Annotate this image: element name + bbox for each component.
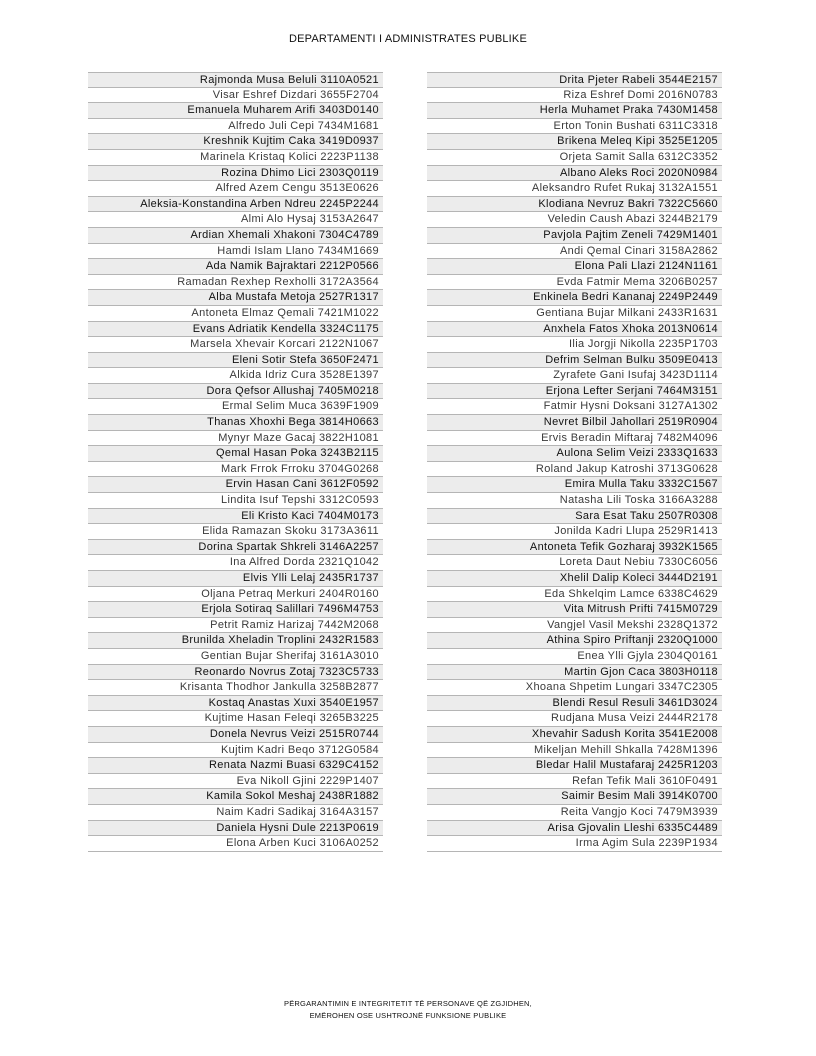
list-item: Saimir Besim Mali 3914K0700 (427, 789, 722, 805)
list-item: Aleksia-Konstandina Arben Ndreu 2245P2244 (88, 197, 383, 213)
list-item: Lindita Isuf Tepshi 3312C0593 (88, 493, 383, 509)
list-item: Eli Kristo Kaci 7404M0173 (88, 509, 383, 525)
list-item: Alfredo Juli Cepi 7434M1681 (88, 119, 383, 135)
list-item: Elida Ramazan Skoku 3173A3611 (88, 524, 383, 540)
list-item: Vangjel Vasil Mekshi 2328Q1372 (427, 618, 722, 634)
list-item: Antoneta Elmaz Qemali 7421M1022 (88, 306, 383, 322)
list-item: Xhoana Shpetim Lungari 3347C2305 (427, 680, 722, 696)
list-item: Andi Qemal Cinari 3158A2862 (427, 244, 722, 260)
list-item: Roland Jakup Katroshi 3713G0628 (427, 462, 722, 478)
list-item: Kreshnik Kujtim Caka 3419D0937 (88, 134, 383, 150)
page-footer (0, 998, 816, 1022)
list-item: Xhelil Dalip Koleci 3444D2191 (427, 571, 722, 587)
list-item: Ervis Beradin Miftaraj 7482M4096 (427, 431, 722, 447)
list-item: Evda Fatmir Mema 3206B0257 (427, 275, 722, 291)
list-item: Naim Kadri Sadikaj 3164A3157 (88, 805, 383, 821)
page-title: DEPARTAMENTI I ADMINISTRATES PUBLIKE (288, 33, 528, 45)
list-item: Jonilda Kadri Llupa 2529R1413 (427, 524, 722, 540)
list-item: Defrim Selman Bulku 3509E0413 (427, 353, 722, 369)
list-item: Pavjola Pajtim Zeneli 7429M1401 (427, 228, 722, 244)
list-item: Arisa Gjovalin Lleshi 6335C4489 (427, 821, 722, 837)
list-item: Veledin Caush Abazi 3244B2179 (427, 212, 722, 228)
list-item: Gentiana Bujar Milkani 2433R1631 (427, 306, 722, 322)
list-item: Erton Tonin Bushati 6311C3318 (427, 119, 722, 135)
list-item: Blendi Resul Resuli 3461D3024 (427, 696, 722, 712)
list-item: Klodiana Nevruz Bakri 7322C5660 (427, 197, 722, 213)
list-item: Petrit Ramiz Harizaj 7442M2068 (88, 618, 383, 634)
list-item: Kujtim Kadri Beqo 3712G0584 (88, 743, 383, 759)
list-item: Athina Spiro Priftanji 2320Q1000 (427, 633, 722, 649)
list-item: Sara Esat Taku 2507R0308 (427, 509, 722, 525)
list-item: Antoneta Tefik Gozharaj 3932K1565 (427, 540, 722, 556)
list-item: Marsela Xhevair Korcari 2122N1067 (88, 337, 383, 353)
list-item: Eleni Sotir Stefa 3650F2471 (88, 353, 383, 369)
list-item: Erjona Lefter Serjani 7464M3151 (427, 384, 722, 400)
list-item: Bledar Halil Mustafaraj 2425R1203 (427, 758, 722, 774)
list-item: Mikeljan Mehill Shkalla 7428M1396 (427, 743, 722, 759)
list-item: Elvis Ylli Lelaj 2435R1737 (88, 571, 383, 587)
list-item: Enea Ylli Gjyla 2304Q0161 (427, 649, 722, 665)
list-item: Herla Muhamet Praka 7430M1458 (427, 103, 722, 119)
list-item: Reita Vangjo Koci 7479M3939 (427, 805, 722, 821)
list-item: Rajmonda Musa Beluli 3110A0521 (88, 72, 383, 88)
list-item: Ilia Jorgji Nikolla 2235P1703 (427, 337, 722, 353)
list-item: Dora Qefsor Allushaj 7405M0218 (88, 384, 383, 400)
list-item: Ardian Xhemali Xhakoni 7304C4789 (88, 228, 383, 244)
list-item: Qemal Hasan Poka 3243B2115 (88, 446, 383, 462)
list-item: Natasha Lili Toska 3166A3288 (427, 493, 722, 509)
list-item: Almi Alo Hysaj 3153A2647 (88, 212, 383, 228)
list-item: Aleksandro Rufet Rukaj 3132A1551 (427, 181, 722, 197)
list-item: Marinela Kristaq Kolici 2223P1138 (88, 150, 383, 166)
list-item: Dorina Spartak Shkreli 3146A2257 (88, 540, 383, 556)
list-item: Donela Nevrus Veizi 2515R0744 (88, 727, 383, 743)
list-item: Evans Adriatik Kendella 3324C1175 (88, 322, 383, 338)
list-item: Eda Shkelqim Lamce 6338C4629 (427, 587, 722, 603)
footer-line-1: PËRGARANTIMIN E INTEGRITETIT TË PERSONAVE QË ZGJIDHEN, (284, 999, 532, 1008)
list-item: Ramadan Rexhep Rexholli 3172A3564 (88, 275, 383, 291)
list-item: Aulona Selim Veizi 2333Q1633 (427, 446, 722, 462)
list-item: Nevret Bilbil Jahollari 2519R0904 (427, 415, 722, 431)
list-item: Fatmir Hysni Doksani 3127A1302 (427, 399, 722, 415)
list-item: Emanuela Muharem Arifi 3403D0140 (88, 103, 383, 119)
list-item: Renata Nazmi Buasi 6329C4152 (88, 758, 383, 774)
list-item: Albano Aleks Roci 2020N0984 (427, 166, 722, 182)
list-item: Kamila Sokol Meshaj 2438R1882 (88, 789, 383, 805)
list-item: Thanas Xhoxhi Bega 3814H0663 (88, 415, 383, 431)
list-item: Erjola Sotiraq Salillari 7496M4753 (88, 602, 383, 618)
right-name-list (427, 72, 722, 852)
list-item: Enkinela Bedri Kananaj 2249P2449 (427, 290, 722, 306)
list-item: Alkida Idriz Cura 3528E1397 (88, 368, 383, 384)
list-item: Mynyr Maze Gacaj 3822H1081 (88, 431, 383, 447)
list-item: Gentian Bujar Sherifaj 3161A3010 (88, 649, 383, 665)
list-item: Loreta Daut Nebiu 7330C6056 (427, 555, 722, 571)
list-item: Ermal Selim Muca 3639F1909 (88, 399, 383, 415)
list-item: Emira Mulla Taku 3332C1567 (427, 477, 722, 493)
list-item: Alfred Azem Cengu 3513E0626 (88, 181, 383, 197)
list-item: Reonardo Novrus Zotaj 7323C5733 (88, 665, 383, 681)
list-item: Alba Mustafa Metoja 2527R1317 (88, 290, 383, 306)
list-item: Riza Eshref Domi 2016N0783 (427, 88, 722, 104)
list-item: Xhevahir Sadush Korita 3541E2008 (427, 727, 722, 743)
list-item: Visar Eshref Dizdari 3655F2704 (88, 88, 383, 104)
list-item: Rozina Dhimo Lici 2303Q0119 (88, 166, 383, 182)
list-item: Hamdi Islam Llano 7434M1669 (88, 244, 383, 260)
list-item: Krisanta Thodhor Jankulla 3258B2877 (88, 680, 383, 696)
list-item: Refan Tefik Mali 3610F0491 (427, 774, 722, 790)
list-item: Elona Arben Kuci 3106A0252 (88, 836, 383, 852)
list-item: Anxhela Fatos Xhoka 2013N0614 (427, 322, 722, 338)
list-item: Brunilda Xheladin Troplini 2432R1583 (88, 633, 383, 649)
list-item: Eva Nikoll Gjini 2229P1407 (88, 774, 383, 790)
list-item: Oljana Petraq Merkuri 2404R0160 (88, 587, 383, 603)
list-item: Ada Namik Bajraktari 2212P0566 (88, 259, 383, 275)
list-item: Vita Mitrush Prifti 7415M0729 (427, 602, 722, 618)
list-item: Irma Agim Sula 2239P1934 (427, 836, 722, 852)
list-item: Ina Alfred Dorda 2321Q1042 (88, 555, 383, 571)
list-item: Ervin Hasan Cani 3612F0592 (88, 477, 383, 493)
list-item: Kujtime Hasan Feleqi 3265B3225 (88, 711, 383, 727)
list-item: Brikena Meleq Kipi 3525E1205 (427, 134, 722, 150)
footer-line-2: EMËROHEN OSE USHTROJNË FUNKSIONE PUBLIKE (309, 1011, 507, 1020)
list-item: Rudjana Musa Veizi 2444R2178 (427, 711, 722, 727)
list-item: Orjeta Samit Salla 6312C3352 (427, 150, 722, 166)
list-item: Zyrafete Gani Isufaj 3423D1114 (427, 368, 722, 384)
list-item: Elona Pali Llazi 2124N1161 (427, 259, 722, 275)
list-item: Daniela Hysni Dule 2213P0619 (88, 821, 383, 837)
left-name-list (88, 72, 383, 852)
list-item: Kostaq Anastas Xuxi 3540E1957 (88, 696, 383, 712)
list-item: Mark Frrok Frroku 3704G0268 (88, 462, 383, 478)
list-item: Drita Pjeter Rabeli 3544E2157 (427, 72, 722, 88)
list-item: Martin Gjon Caca 3803H0118 (427, 665, 722, 681)
